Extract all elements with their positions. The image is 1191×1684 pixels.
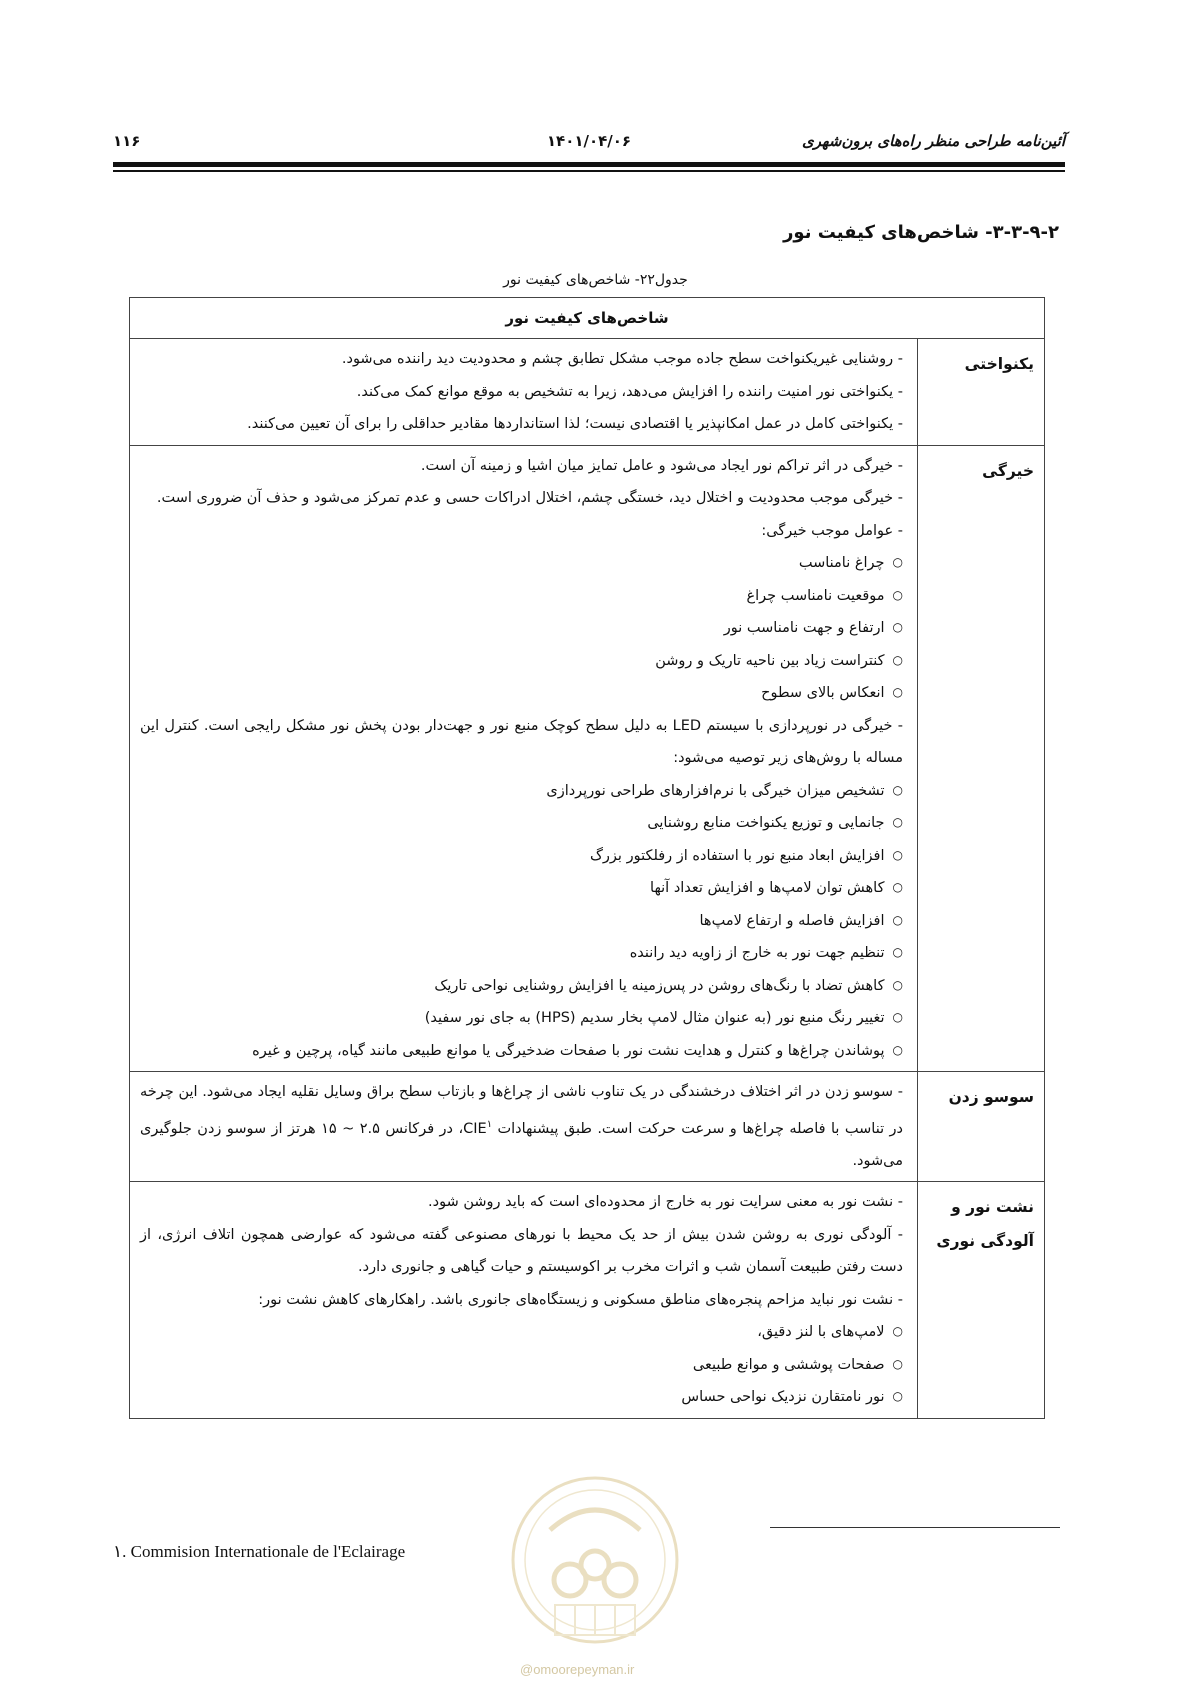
bullet-item: ○ تغییر رنگ منبع نور (به عنوان مثال لامپ بخار سدیم (HPS) به جای نور سفید) [140, 1002, 903, 1035]
bullet-item: ○ کنتراست زیاد بین ناحیه تاریک و روشن [140, 645, 903, 678]
bullet-item: ○ افزایش فاصله و ارتفاع لامپ‌ها [140, 905, 903, 938]
text-line: - آلودگی نوری به روشن شدن بیش از حد یک محیط با نورهای مصنوعی گفته می‌شود که عوارضی همچون اتلاف انرژی، از دست رفتن طبیعت آسمان شب و اثرات مخرب بر اکوسیستم و حیات گیاهی و جانوری دارد. [140, 1226, 903, 1276]
bullet-item: ○ جانمایی و توزیع یکنواخت منابع روشنایی [140, 807, 903, 840]
row-content-uniformity [130, 339, 918, 446]
table-header: شاخص‌های کیفیت نور [130, 298, 1045, 339]
footnote-ref: ۱ [486, 1118, 493, 1130]
bullet-item: ○ انعکاس بالای سطوح [140, 677, 903, 710]
table-caption: جدول۲۲- شاخص‌های کیفیت نور [503, 272, 688, 288]
table-row [130, 339, 1045, 446]
text-line: - عوامل موجب خیرگی: [761, 522, 903, 539]
bullet-item: ○ افزایش ابعاد منبع نور با استفاده از رفلکتور بزرگ [140, 840, 903, 873]
header-rule-thick [113, 162, 1065, 167]
watermark-text: @omoorepeyman.ir [520, 1662, 635, 1677]
table-row [130, 445, 1045, 1072]
footnote-divider [770, 1527, 1060, 1528]
bullet-item: ○ صفحات پوششی و موانع طبیعی [140, 1349, 903, 1382]
bullet-item: ○ ارتفاع و جهت نامناسب نور [140, 612, 903, 645]
table-row [130, 1072, 1045, 1182]
flicker-text-end: ، در فرکانس ۲.۵ ~ ۱۵ هرتز از سوسو زدن جلوگیری می‌شود. [140, 1120, 903, 1169]
text-line: - خیرگی در اثر تراکم نور ایجاد می‌شود و عامل تمایز میان اشیا و زمینه آن است. [420, 457, 903, 474]
bullet-item: ○ تنظیم جهت نور به خارج از زاویه دید راننده [140, 937, 903, 970]
bullet-item: ○ کاهش توان لامپ‌ها و افزایش تعداد آنها [140, 872, 903, 905]
text-line: - خیرگی موجب محدودیت و اختلال دید، خستگی چشم، اختلال ادراکات حسی و عدم تمرکز می‌شود و حذف آن ضروری است. [156, 490, 903, 506]
bullet-item: ○ نور نامتقارن نزدیک نواحی حساس [140, 1381, 903, 1414]
text-line: - نشت نور نباید مزاحم پنجره‌های مناطق مسکونی و زیستگاه‌های جانوری باشد. راهکارهای کاهش نشت نور: [258, 1291, 903, 1308]
page-header [113, 132, 1065, 160]
bullet-item: ○ چراغ نامناسب [140, 547, 903, 580]
footnote: ۱. Commision Internationale de l'Eclairage [113, 1542, 406, 1561]
page-number: ۱۱۶ [113, 132, 141, 150]
text-line: - خیرگی در نورپردازی با سیستم LED به دلیل سطح کوچک منبع نور و جهت‌دار بودن پخش نور مشکل رایجی است. کنترل این مساله با روش‌های زیر توصیه می‌شود: [140, 717, 904, 766]
text-line: - یکنواختی کامل در عمل امکانپذیر یا اقتصادی نیست؛ لذا استانداردها مقادیر حداقلی را برای آن تعیین می‌کنند. [247, 416, 903, 432]
text-line: - یکنواختی نور امنیت راننده را افزایش می‌دهد، زیرا به تشخیص به موقع موانع کمک می‌کند. [356, 383, 903, 400]
header-rule-thin [113, 170, 1065, 172]
bullet-item: ○ کاهش تضاد با رنگ‌های روشن در پس‌زمینه یا افزایش روشنایی نواحی تاریک [140, 970, 903, 1003]
row-content-light-pollution [130, 1182, 918, 1419]
row-label-flicker: سوسو زدن [918, 1072, 1045, 1182]
bullet-item: ○ لامپ‌های با لنز دقیق، [140, 1316, 903, 1349]
section-heading: ۳-۳-۹-۲- شاخص‌های کیفیت نور [783, 222, 1059, 243]
text-line [140, 1076, 903, 1177]
table-row [130, 1182, 1045, 1419]
document-title: آئین‌نامه طراحی منظر راه‌های برون‌شهری [802, 132, 1065, 150]
bullet-item: ○ پوشاندن چراغ‌ها و کنترل و هدایت نشت نور با صفحات ضدخیرگی یا موانع طبیعی مانند گیاه، پرچین و غیره [140, 1035, 903, 1068]
light-quality-table [129, 297, 1045, 1419]
text-line: - روشنایی غیریکنواخت سطح جاده موجب مشکل تطابق چشم و محدودیت دید راننده می‌شود. [341, 351, 903, 367]
row-content-flicker [130, 1072, 918, 1182]
bullet-item: ○ موقعیت نامناسب چراغ [140, 580, 903, 613]
text-line: - نشت نور به معنی سرایت نور به خارج از محدوده‌ای است که باید روشن شود. [428, 1194, 903, 1211]
row-label-light-pollution: نشت نور و آلودگی نوری [918, 1182, 1045, 1419]
row-label-glare: خیرگی [918, 445, 1045, 1072]
flicker-text-start: - سوسو زدن در اثر اختلاف درخشندگی در یک تناوب ناشی از چراغ‌ها و بازتاب سطح براق وسایل نقلیه ایجاد می‌شود. این چرخه در تناسب با فاصله چراغ‌ها و سرعت حرکت است. طبق پیشنهادات CIE [140, 1084, 903, 1137]
watermark-seal-icon [505, 1470, 685, 1670]
bullet-item: ○ تشخیص میزان خیرگی با نرم‌افزارهای طراحی نورپردازی [140, 775, 903, 808]
row-content-glare [130, 445, 918, 1072]
document-date: ۱۴۰۱/۰۴/۰۶ [546, 132, 632, 150]
row-label-uniformity: یکنواختی [918, 339, 1045, 446]
